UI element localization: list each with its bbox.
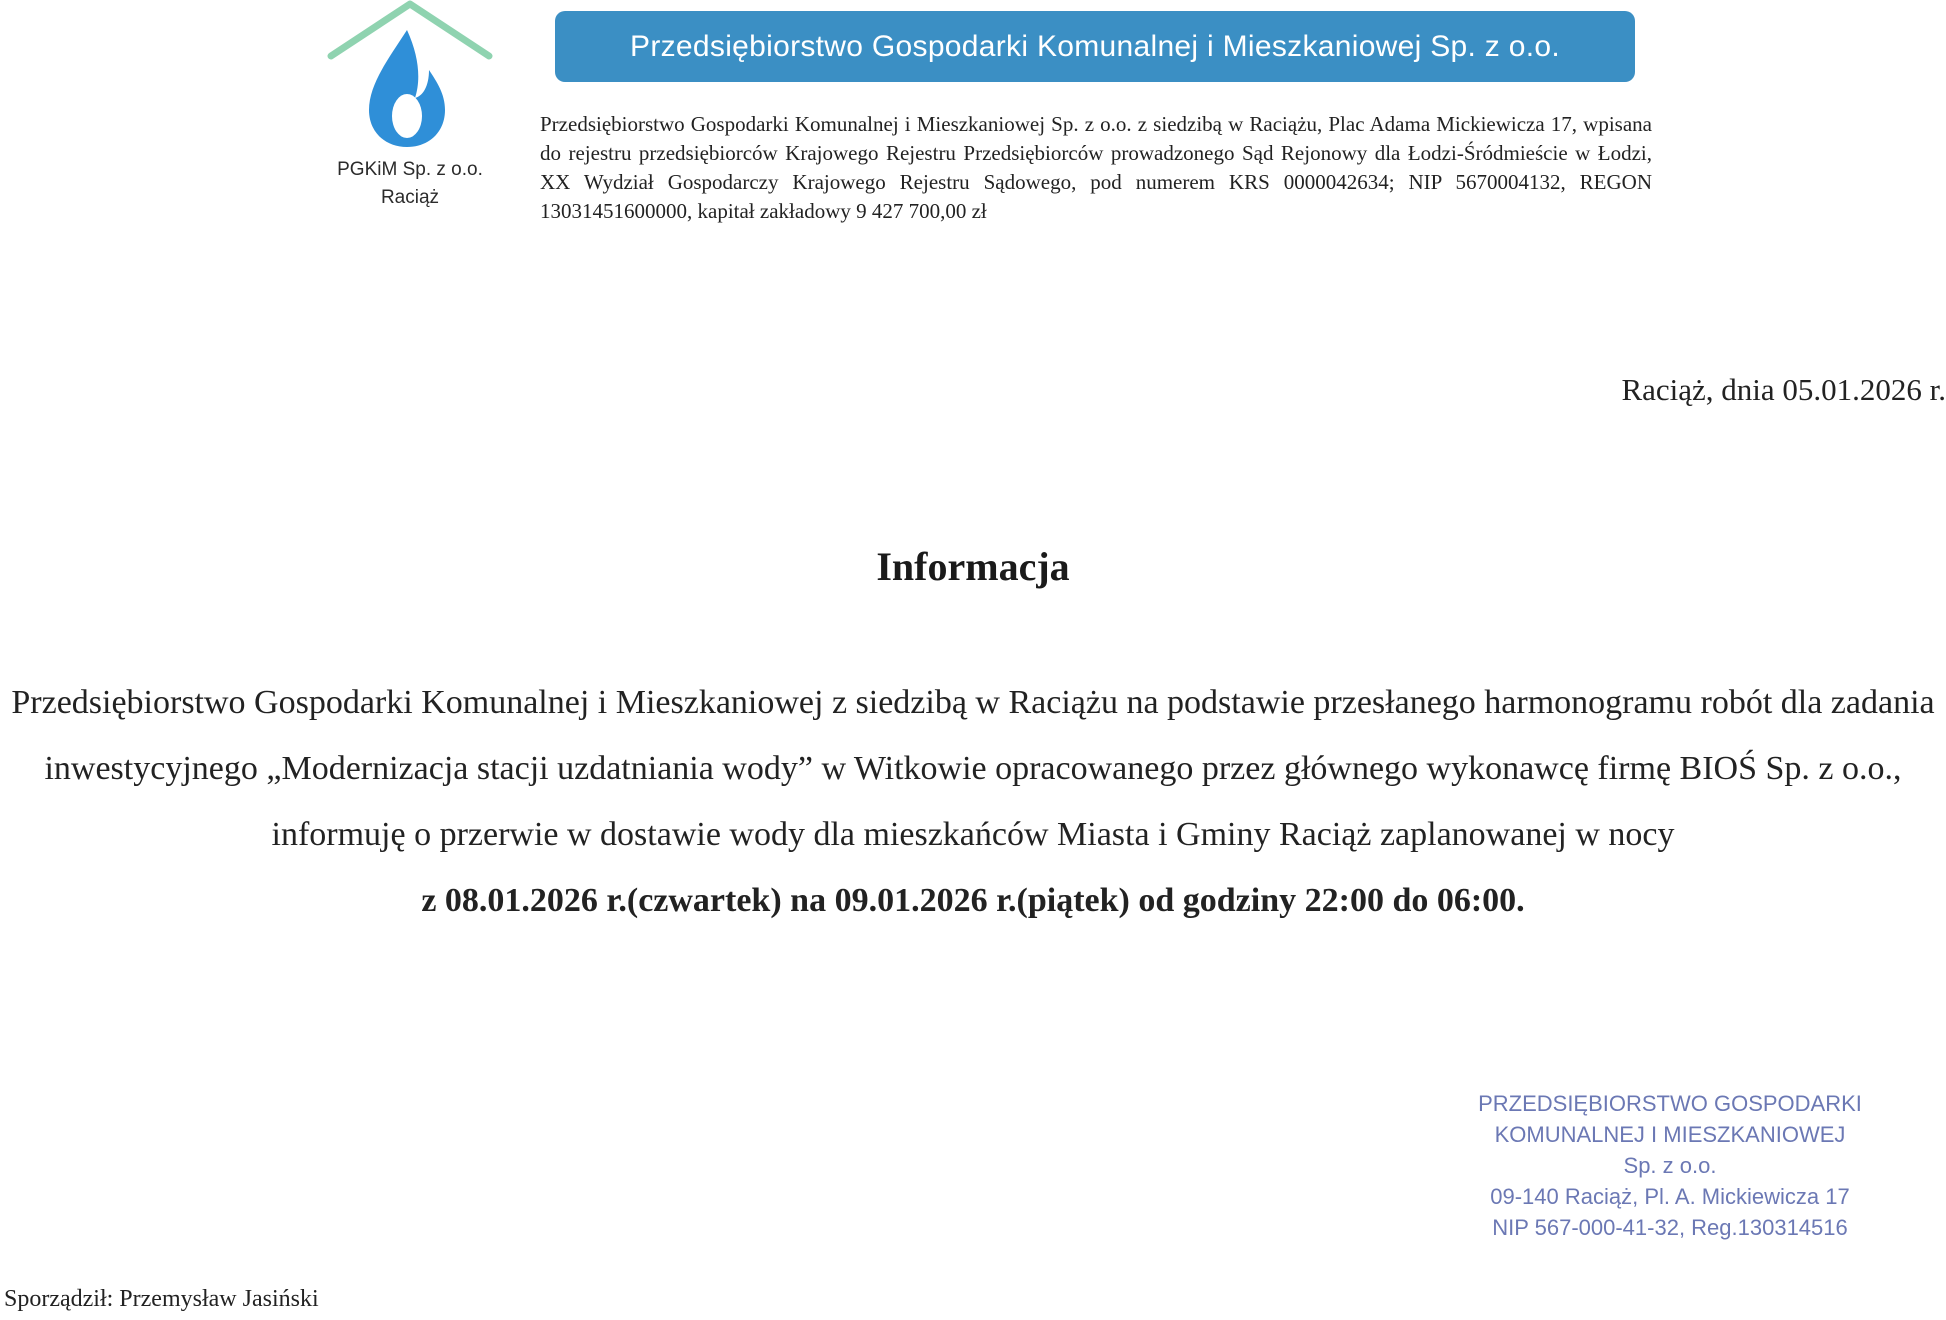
stamp-line-3: Sp. z o.o. [1623, 1153, 1717, 1178]
stamp-line-1: PRZEDSIĘBIORSTWO GOSPODARKI [1478, 1091, 1862, 1116]
document-heading: Informacja [876, 544, 1070, 589]
body-paragraph: Przedsiębiorstwo Gospodarki Komunalnej i Mieszkaniowej z siedzibą w Raciążu na podstawie przesłanego harmonogramu robót dla zadania inwestycyjnego „Modernizacja stacji uzdatniania wody” w Witkowie opracowanego przez głównego wykonawcę firmę BIOŚ Sp. z o.o., informuję o przerwie w dostawie wody dla mieszkańców Miasta i Gminy Raciąż zaplanowanej w nocy [11, 684, 1935, 853]
pgkim-logo [325, 0, 495, 150]
stamp-line-4: 09-140 Raciąż, Pl. A. Mickiewicza 17 [1490, 1184, 1850, 1209]
company-stamp [1440, 1088, 1900, 1243]
company-registration-info: Przedsiębiorstwo Gospodarki Komunalnej i Mieszkaniowej Sp. z o.o. z siedzibą w Raciążu, Plac Adama Mickiewicza 17, wpisana do rejestru przedsiębiorców Krajowego Rejestru Przedsiębiorców prowadzonego Sąd Rejonowy dla Łodzi-Śródmieście w Łodzi, XX Wydział Gospodarczy Krajowego Rejestru Sądowego, pod numerem KRS 0000042634; NIP 5670004132, REGON 13031451600000, kapitał zakładowy 9 427 700,00 zł [540, 112, 1652, 223]
stamp-line-5: NIP 567-000-41-32, Reg.130314516 [1492, 1215, 1848, 1240]
outage-dates: z 08.01.2026 r.(czwartek) na 09.01.2026 r.(piątek) od godziny 22:00 do 06:00. [421, 882, 1525, 919]
logo-caption [320, 156, 500, 212]
logo-town: Raciąż [380, 187, 440, 208]
flame-inner-icon [392, 94, 422, 138]
prepared-by: Sporządził: Przemysław Jasiński [4, 1286, 319, 1312]
header-banner [555, 11, 1635, 82]
stamp-line-2: KOMUNALNEJ I MIESZKANIOWEJ [1494, 1122, 1846, 1147]
document-date: Raciąż, dnia 05.01.2026 r. [1621, 372, 1946, 407]
logo-company-name: PGKiM Sp. z o.o. [337, 159, 483, 180]
banner-title: Przedsiębiorstwo Gospodarki Komunalnej i Mieszkaniowej Sp. z o.o. [630, 29, 1560, 63]
document-body [6, 670, 1940, 934]
